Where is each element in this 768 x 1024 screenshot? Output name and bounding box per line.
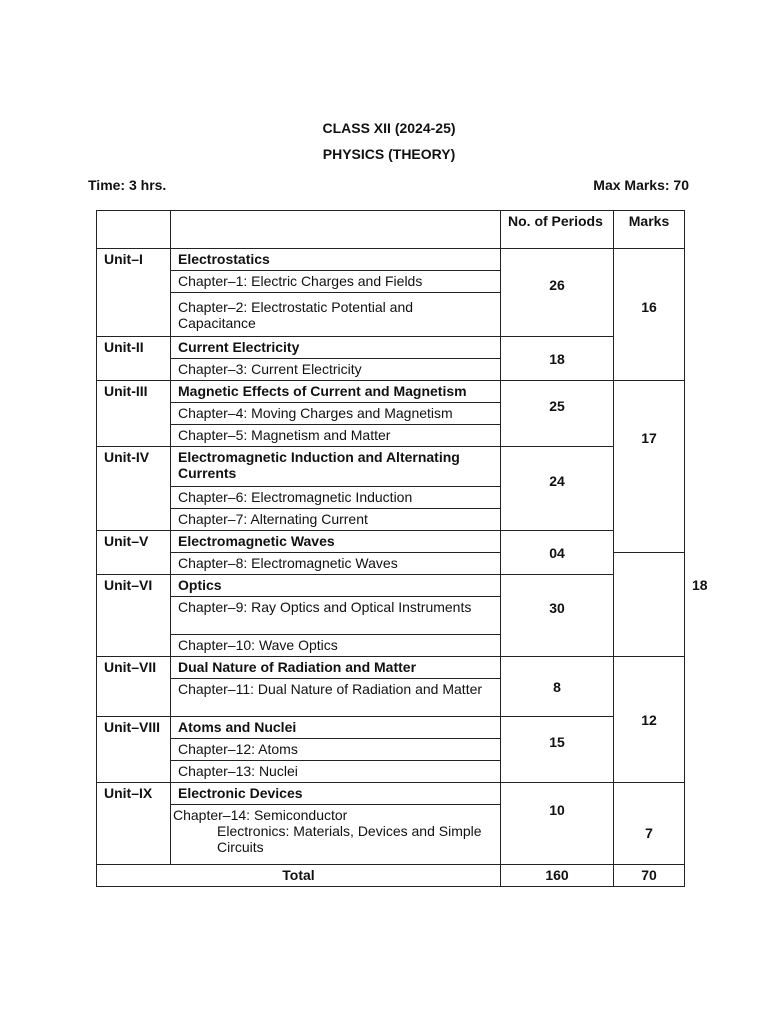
column-header-marks: Marks — [614, 211, 685, 249]
table-header-row — [97, 211, 685, 249]
periods-cell: 10 — [501, 783, 614, 865]
chapter-cell: Chapter–7: Alternating Current — [171, 509, 501, 531]
class-title: CLASS XII (2024-25) — [322, 120, 456, 136]
chapter-cell: Chapter–1: Electric Charges and Fields — [171, 271, 501, 293]
periods-cell: 04 — [501, 531, 614, 575]
unit-label: Unit–VI — [97, 575, 171, 657]
chapter-cell: Chapter–8: Electromagnetic Waves — [171, 553, 501, 575]
chapter-cell: Chapter–9: Ray Optics and Optical Instruments — [171, 597, 501, 635]
chapter-cell: Chapter–5: Magnetism and Matter — [171, 425, 501, 447]
chapter-cell: Chapter–10: Wave Optics — [171, 635, 501, 657]
periods-cell: 15 — [501, 717, 614, 783]
syllabus-table — [96, 210, 708, 887]
table-row: Unit–V Electromagnetic Waves 04 18 — [97, 531, 685, 553]
unit-title: Current Electricity — [171, 337, 501, 359]
periods-cell: 8 — [501, 657, 614, 717]
table-row — [97, 783, 685, 805]
total-label: Total — [97, 865, 501, 887]
periods-cell: 30 — [501, 575, 614, 657]
marks-cell: 16 — [614, 249, 685, 381]
total-marks: 70 — [614, 865, 685, 887]
header-blank-unit — [97, 211, 171, 249]
unit-label: Unit-III — [97, 381, 171, 447]
time-label: Time: 3 hrs. — [88, 177, 167, 193]
marks-cell: 17 — [614, 381, 685, 553]
marks-cell: 7 — [614, 783, 685, 865]
table-row — [97, 337, 685, 359]
chapter-cell: Chapter–13: Nuclei — [171, 761, 501, 783]
unit-title: Dual Nature of Radiation and Matter — [171, 657, 501, 679]
max-marks-label: Max Marks: 70 — [593, 177, 689, 193]
unit-label: Unit–VIII — [97, 717, 171, 783]
table-row — [97, 381, 685, 403]
unit-title: Optics — [171, 575, 501, 597]
chapter-cell: Chapter–4: Moving Charges and Magnetism — [171, 403, 501, 425]
periods-cell: 26 — [501, 249, 614, 337]
table-row — [97, 575, 685, 597]
chapter-cell: Chapter–3: Current Electricity — [171, 359, 501, 381]
table-row — [97, 249, 685, 271]
unit-label: Unit–I — [97, 249, 171, 337]
unit-title: Electromagnetic Waves — [171, 531, 501, 553]
header-blank-title — [171, 211, 501, 249]
total-periods: 160 — [501, 865, 614, 887]
periods-cell: 18 — [501, 337, 614, 381]
unit-title: Magnetic Effects of Current and Magnetism — [171, 381, 501, 403]
chapter-cell: Chapter–12: Atoms — [171, 739, 501, 761]
chapter-cell: Chapter–6: Electromagnetic Induction — [171, 487, 501, 509]
total-row — [97, 865, 685, 887]
table-row — [97, 447, 685, 487]
unit-title: Electronic Devices — [171, 783, 501, 805]
unit-label: Unit–IX — [97, 783, 171, 865]
chapter-cell: Chapter–2: Electrostatic Potential and Capacitance — [171, 293, 501, 337]
marks-cell: 12 — [614, 657, 685, 783]
unit-label: Unit–V — [97, 531, 171, 575]
subject-title: PHYSICS (THEORY) — [322, 146, 456, 162]
unit-title: Electrostatics — [171, 249, 501, 271]
periods-cell: 24 — [501, 447, 614, 531]
table-row — [97, 717, 685, 739]
table-row — [97, 657, 685, 679]
chapter-cell: Chapter–11: Dual Nature of Radiation and Matter — [171, 679, 501, 717]
chapter-line: Chapter–14: Semiconductor — [173, 807, 348, 823]
chapter-line: Electronics: Materials, Devices and Simple Circuits — [217, 823, 482, 855]
chapter-cell — [171, 805, 501, 865]
unit-title: Atoms and Nuclei — [171, 717, 501, 739]
unit-label: Unit-II — [97, 337, 171, 381]
unit-title: Electromagnetic Induction and Alternating Currents — [171, 447, 501, 487]
unit-label: Unit-IV — [97, 447, 171, 531]
column-header-periods: No. of Periods — [501, 211, 614, 249]
periods-cell: 25 — [501, 381, 614, 447]
unit-label: Unit–VII — [97, 657, 171, 717]
